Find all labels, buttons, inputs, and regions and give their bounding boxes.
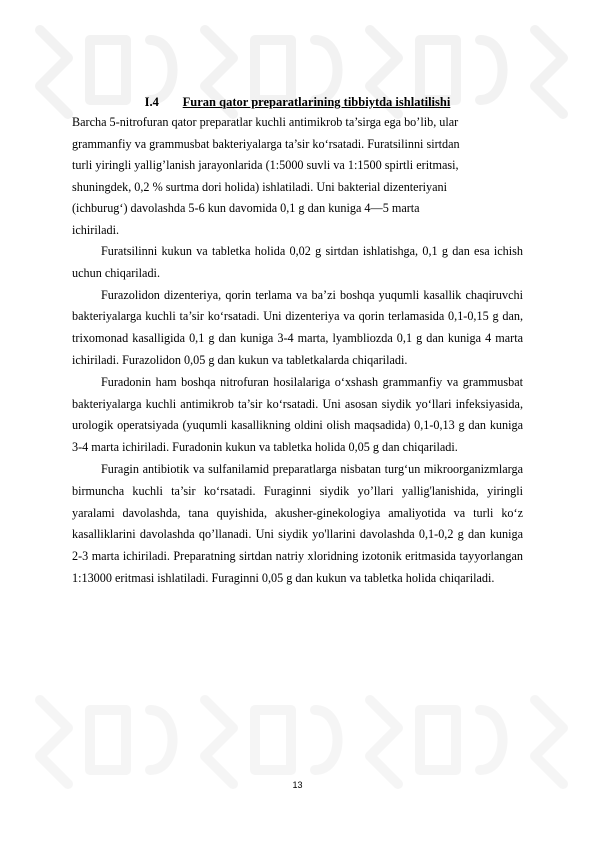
intro-line: turli yiringli yallig’lanish jarayonlarida (1:5000 suvli va 1:1500 spirtli eritmasi, [72,158,459,172]
intro-line: ichiriladi. [72,222,120,237]
paragraph-furatsilin: Furatsilinni kukun va tabletka holida 0,02 g sirtdan ishlatishga, 0,1 g dan esa ichish uchun chiqariladi. [72,244,523,280]
section-heading [72,92,523,112]
paragraph-furadonin: Furadonin ham boshqa nitrofuran hosilalariga o‘xshash grammanfiy va grammusbat bakteriyalarga kuchli antimikrob ta’sir ko‘rsatadi. Uni asosan siydik yo‘llari infeksiyasida, urologik operatsiyada (yuqumli kasallikning oldini olish maqsadida) 0,1-0,13 g dan kuniga 3-4 marta ichiriladi. Furadonin kukun va tabletka holida 0,05 g dan chiqariladi. [72,374,523,455]
intro-line: grammanfiy va grammusbat bakteriyalarga ta’sir ko‘rsatadi. Furatsilinni sirtdan [72,136,460,151]
intro-line: Barcha 5-nitrofuran qator preparatlar kuchli antimikrob ta’sirga ega bo’lib, ular [72,115,459,129]
intro-line: shuningdek, 0,2 % surtma dori holida) ishlatiladi. Uni bakterial dizenteriyani [72,179,448,194]
intro-line: (ichburug‘) davolashda 5-6 kun davomida 0,1 g dan kuniga 4—5 marta [72,201,420,215]
intro-paragraph [72,112,523,241]
page-number: 13 [292,780,303,790]
paragraph-furagin: Furagin antibiotik va sulfanilamid preparatlarga nisbatan turg‘un mikroorganizmlarga birmuncha kuchli ta’sir ko‘rsatadi. Furaginni siydik yo’llari yallig'lanishida, yiringli yaralami davolashda, tana quyishida, akusher-ginekologiya amaliyotida va turli ko‘z kasalliklarini davolashda qo’llanadi. Uni siydik yo'llarini davolashda 0,1-0,2 g dan kuniga 2-3 marta ichiriladi. Preparatning sirtdan natriy xloridning izotonik eritmasida tayyorlangan 1:13000 eritmasi ishlatiladi. Furaginni 0,05 g dan kukun va tabletka holida chiqariladi. [72,461,523,585]
document-page [72,92,523,590]
section-number: I.4 [144,95,159,109]
section-title: Furan qator preparatlarining tibbiytda ishlatilishi [182,95,451,109]
paragraph-furazolidon: Furazolidon dizenteriya, qorin terlama va ba’zi boshqa yuqumli kasallik chaqiruvchi bakteriyalarga kuchli ta’sir ko‘rsatadi. Uni dizenteriya va qorin terlamasida 0,1-0,15 g dan, trixomonad kasalligida 0,1 g dan kuniga 3-4 marta, lyambliozda 0,1 g dan kuniga 4 marta ichiriladi. Furazolidon 0,05 g dan kukun va tabletkalarda chiqariladi. [72,287,523,367]
